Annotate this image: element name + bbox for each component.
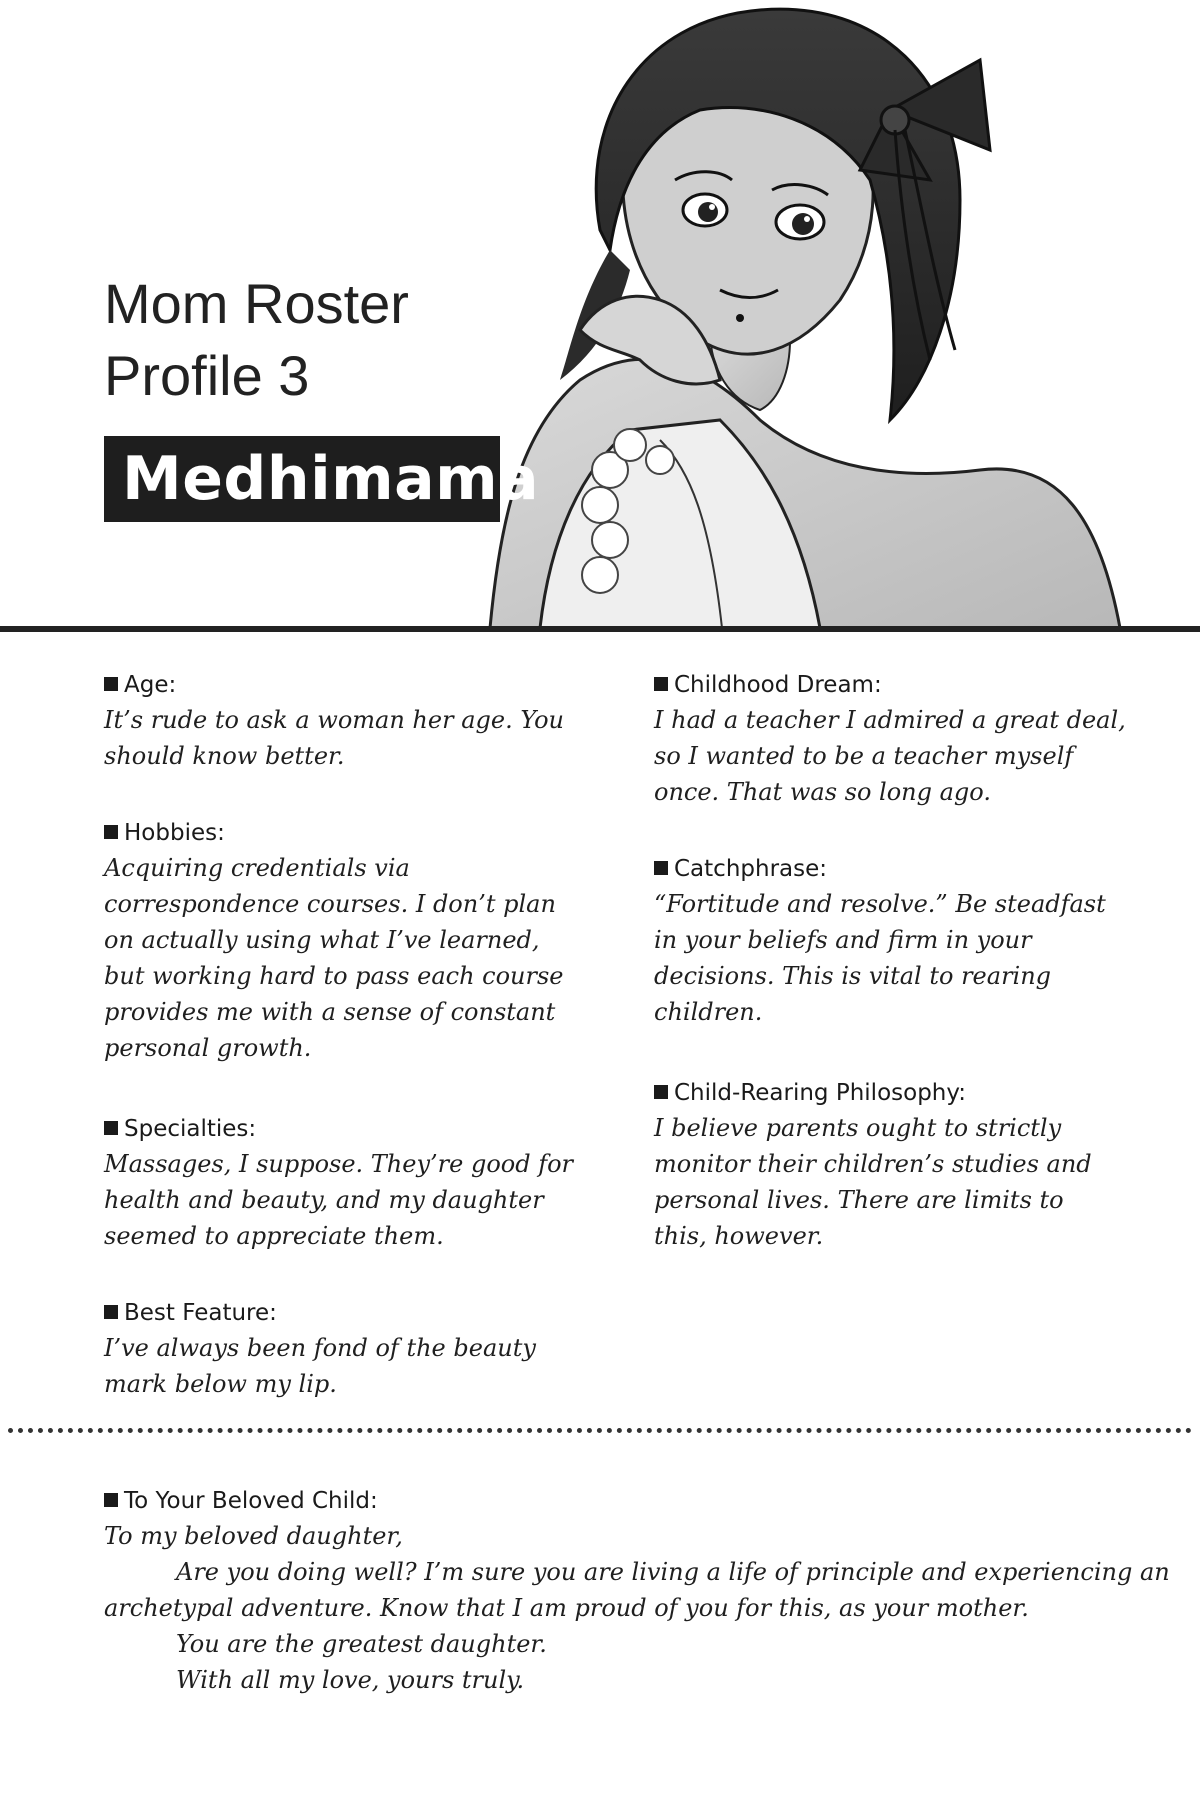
- square-bullet-icon: [654, 677, 668, 691]
- character-name: Medhimama: [122, 444, 540, 514]
- section-text: Acquiring credentials via correspondence courses. I don’t plan on actually using what I’ve learned, but working hard to pass each course provides me with a sense of constant personal growth.: [104, 854, 564, 1062]
- profile-section-childhood-dream: [654, 668, 1174, 810]
- section-text: I believe parents ought to strictly monitor their children’s studies and personal lives. There are limits to this, however.: [654, 1114, 1092, 1250]
- page-title: [104, 268, 409, 412]
- character-portrait-icon: [460, 0, 1200, 628]
- profile-section-age: [104, 668, 574, 774]
- letter-line: With all my love, yours truly.: [176, 1666, 525, 1694]
- profile-section-specialties: [104, 1112, 574, 1254]
- section-label: To Your Beloved Child:: [104, 1484, 1104, 1518]
- section-label: Age:: [104, 668, 574, 702]
- square-bullet-icon: [104, 1305, 118, 1319]
- square-bullet-icon: [104, 1493, 118, 1507]
- square-bullet-icon: [104, 677, 118, 691]
- dotted-divider: [8, 1428, 1192, 1433]
- title-line-1: Mom Roster: [104, 272, 409, 335]
- section-label: Hobbies:: [104, 816, 574, 850]
- profile-section-best-feature: [104, 1296, 574, 1402]
- square-bullet-icon: [654, 1085, 668, 1099]
- section-text: Massages, I suppose. They’re good for health and beauty, and my daughter seemed to appreciate them.: [104, 1150, 574, 1250]
- section-text: I had a teacher I admired a great deal, so I wanted to be a teacher myself once. That was so long ago.: [654, 706, 1126, 806]
- letter-greeting: To my beloved daughter,: [104, 1522, 403, 1550]
- section-label: Specialties:: [104, 1112, 574, 1146]
- profile-section-child-rearing-philosophy: [654, 1076, 1174, 1254]
- profile-section-catchphrase: [654, 852, 1174, 1030]
- section-text: I’ve always been fond of the beauty mark below my lip.: [104, 1334, 536, 1398]
- section-text: It’s rude to ask a woman her age. You should know better.: [104, 706, 564, 770]
- letter-line: You are the greatest daughter.: [176, 1630, 547, 1658]
- section-label: Childhood Dream:: [654, 668, 1174, 702]
- section-label: Best Feature:: [104, 1296, 574, 1330]
- letter-line: Are you doing well? I’m sure you are living a life of principle and experiencing an: [176, 1558, 1170, 1586]
- profile-section-letter: [104, 1484, 1170, 1698]
- square-bullet-icon: [104, 825, 118, 839]
- square-bullet-icon: [654, 861, 668, 875]
- section-text: “Fortitude and resolve.” Be steadfast in your beliefs and firm in your decisions. This is vital to rearing children.: [654, 890, 1106, 1026]
- header-divider: [0, 626, 1200, 632]
- letter-line: archetypal adventure. Know that I am proud of you for this, as your mother.: [104, 1594, 1029, 1622]
- name-banner: [104, 436, 540, 522]
- square-bullet-icon: [104, 1121, 118, 1135]
- profile-section-hobbies: [104, 816, 574, 1066]
- section-label: Child-Rearing Philosophy:: [654, 1076, 1174, 1110]
- section-label: Catchphrase:: [654, 852, 1174, 886]
- title-line-2: Profile 3: [104, 344, 310, 407]
